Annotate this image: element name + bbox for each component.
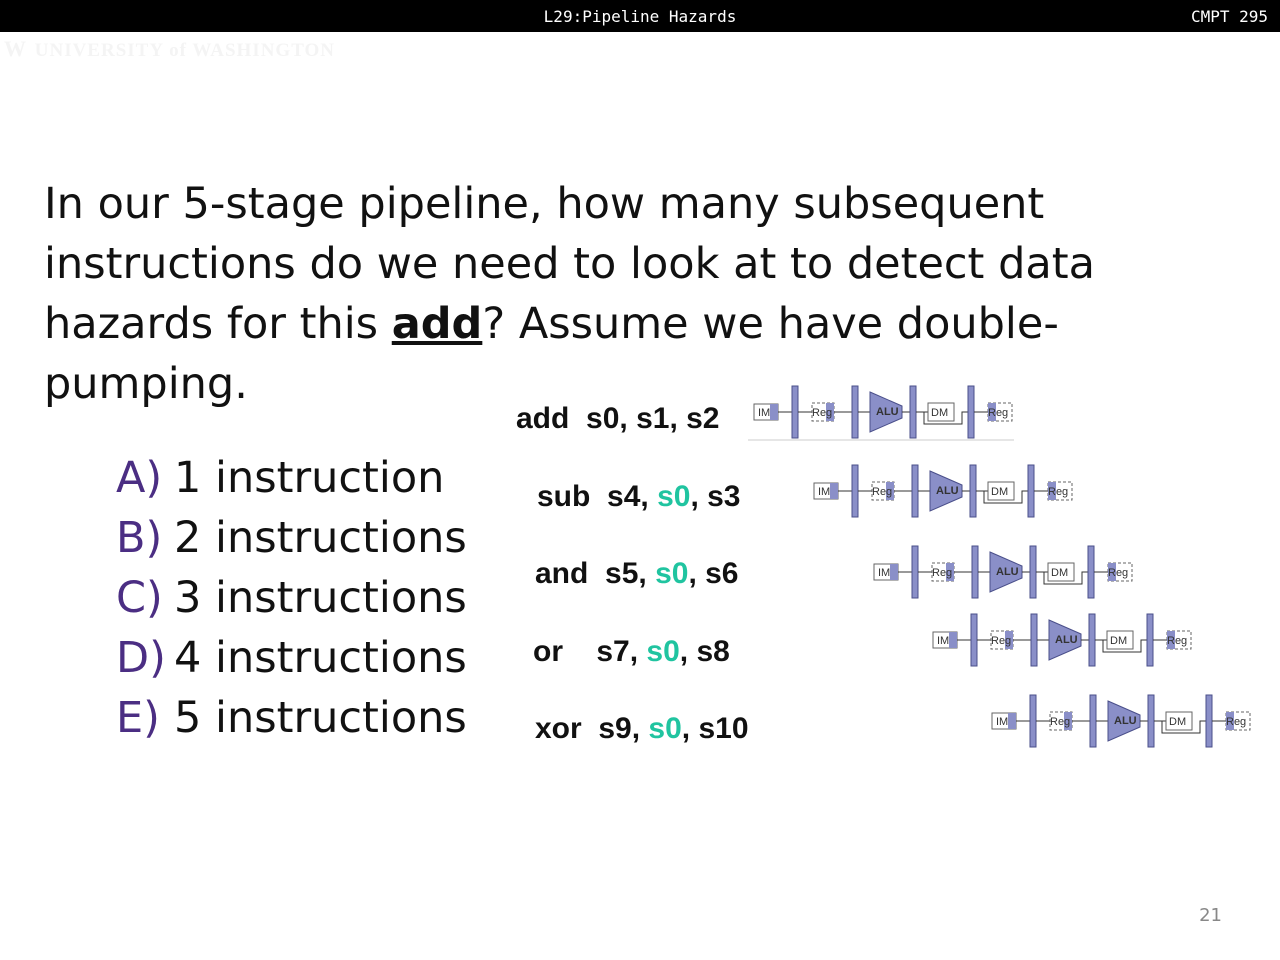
instruction-register: s10 bbox=[698, 712, 749, 745]
instruction-comma: , bbox=[690, 480, 708, 513]
dm-stage-label: DM bbox=[1110, 635, 1128, 647]
reg-write-label: Reg bbox=[1108, 567, 1129, 579]
pipeline-register-bar bbox=[852, 386, 858, 438]
alu-label: ALU bbox=[1114, 715, 1137, 727]
instruction-register: s5 bbox=[605, 557, 639, 590]
pipeline-register-bar bbox=[1030, 695, 1036, 747]
pipeline-register-bar bbox=[970, 465, 976, 517]
im-stage-label: IM bbox=[937, 635, 950, 647]
instruction-register: s0 bbox=[657, 480, 691, 513]
alu-label: ALU bbox=[936, 485, 959, 497]
pipeline-register-bar bbox=[1028, 465, 1034, 517]
instruction-opcode: or bbox=[533, 635, 597, 668]
reg-read-label: Reg bbox=[872, 486, 893, 498]
instruction-register: s0 bbox=[648, 712, 682, 745]
instruction-register: s1 bbox=[636, 402, 670, 435]
alu-label: ALU bbox=[996, 566, 1019, 578]
pipeline-register-bar bbox=[1089, 614, 1095, 666]
pipeline-register-bar bbox=[1147, 614, 1153, 666]
instruction-comma: , bbox=[669, 402, 687, 435]
answer-letter: B) bbox=[116, 513, 163, 563]
answer-text: 5 instructions bbox=[174, 693, 467, 743]
pipeline-register-bar bbox=[971, 614, 977, 666]
instruction-register: s0 bbox=[655, 557, 689, 590]
lecture-title: L29:Pipeline Hazards bbox=[543, 7, 737, 26]
reg-write-label: Reg bbox=[1226, 716, 1247, 728]
pipeline-register-bar bbox=[792, 386, 798, 438]
question-after: ? Assume we have double-pumping. bbox=[44, 299, 1059, 409]
pipeline-register-bar bbox=[852, 465, 858, 517]
instruction-opcode: add bbox=[516, 402, 587, 435]
instruction-register: s6 bbox=[705, 557, 739, 590]
im-stage-label: IM bbox=[878, 567, 891, 579]
instruction-register: s0 bbox=[646, 635, 680, 668]
instruction-comma: , bbox=[619, 402, 637, 435]
instruction-register: s0 bbox=[586, 402, 620, 435]
answer-text: 2 instructions bbox=[174, 513, 467, 563]
pipeline-register-bar bbox=[968, 386, 974, 438]
dm-stage-label: DM bbox=[1051, 567, 1069, 579]
im-stage-fill bbox=[949, 632, 957, 648]
instruction-comma: , bbox=[640, 480, 658, 513]
im-stage-fill bbox=[770, 404, 778, 420]
question-emphasis: add bbox=[391, 299, 483, 349]
instruction-opcode: and bbox=[535, 557, 606, 590]
dm-stage-label: DM bbox=[991, 486, 1009, 498]
pipeline-register-bar bbox=[1031, 614, 1037, 666]
im-stage-label: IM bbox=[818, 486, 831, 498]
answer-letter: D) bbox=[116, 633, 166, 683]
instruction-register: s8 bbox=[696, 635, 730, 668]
pipeline-register-bar bbox=[912, 546, 918, 598]
logo-text: UNIVERSITY of WASHINGTON bbox=[34, 40, 336, 61]
pipeline-register-bar bbox=[1148, 695, 1154, 747]
answer-text: 1 instruction bbox=[174, 453, 445, 503]
alu-label: ALU bbox=[876, 406, 899, 418]
pipeline-register-bar bbox=[1088, 546, 1094, 598]
im-stage-fill bbox=[890, 564, 898, 580]
instruction-register: s4 bbox=[607, 480, 641, 513]
answer-letter: C) bbox=[116, 573, 163, 623]
slide-number: 21 bbox=[1199, 905, 1222, 926]
reg-write-label: Reg bbox=[1167, 635, 1188, 647]
im-stage-fill bbox=[830, 483, 838, 499]
pipeline-register-bar bbox=[1206, 695, 1212, 747]
pipeline-register-bar bbox=[1030, 546, 1036, 598]
instruction-comma: , bbox=[638, 557, 656, 590]
pipeline-register-bar bbox=[910, 386, 916, 438]
course-code: CMPT 295 bbox=[1190, 7, 1268, 26]
instruction-opcode: sub bbox=[537, 480, 608, 513]
answer-text: 3 instructions bbox=[174, 573, 467, 623]
dm-stage-label: DM bbox=[1169, 716, 1187, 728]
instruction-comma: , bbox=[629, 635, 647, 668]
reg-read-label: Reg bbox=[932, 567, 953, 579]
reg-write-label: Reg bbox=[988, 407, 1009, 419]
instruction-comma: , bbox=[679, 635, 697, 668]
reg-read-label: Reg bbox=[812, 407, 833, 419]
instruction-comma: , bbox=[681, 712, 699, 745]
question-before: In our 5-stage pipeline, how many subsequent instructions do we need to look at to detect data hazards for this bbox=[44, 179, 1095, 349]
pipeline-register-bar bbox=[972, 546, 978, 598]
answer-letter: A) bbox=[116, 453, 163, 503]
instruction-register: s9 bbox=[598, 712, 632, 745]
im-stage-label: IM bbox=[758, 407, 771, 419]
instruction-register: s2 bbox=[686, 402, 720, 435]
instruction-comma: , bbox=[631, 712, 649, 745]
instruction-comma: , bbox=[688, 557, 706, 590]
answer-text: 4 instructions bbox=[174, 633, 467, 683]
reg-write-label: Reg bbox=[1048, 486, 1069, 498]
reg-read-label: Reg bbox=[1050, 716, 1071, 728]
reg-read-label: Reg bbox=[991, 635, 1012, 647]
pipeline-register-bar bbox=[912, 465, 918, 517]
im-stage-label: IM bbox=[996, 716, 1009, 728]
alu-label: ALU bbox=[1055, 634, 1078, 646]
instruction-register: s3 bbox=[707, 480, 741, 513]
pipeline-register-bar bbox=[1090, 695, 1096, 747]
answer-letter: E) bbox=[116, 693, 160, 743]
instruction-register: s7 bbox=[596, 635, 630, 668]
dm-stage-label: DM bbox=[931, 407, 949, 419]
instruction-opcode: xor bbox=[535, 712, 599, 745]
im-stage-fill bbox=[1008, 713, 1016, 729]
w-logo-icon: W bbox=[4, 36, 27, 61]
